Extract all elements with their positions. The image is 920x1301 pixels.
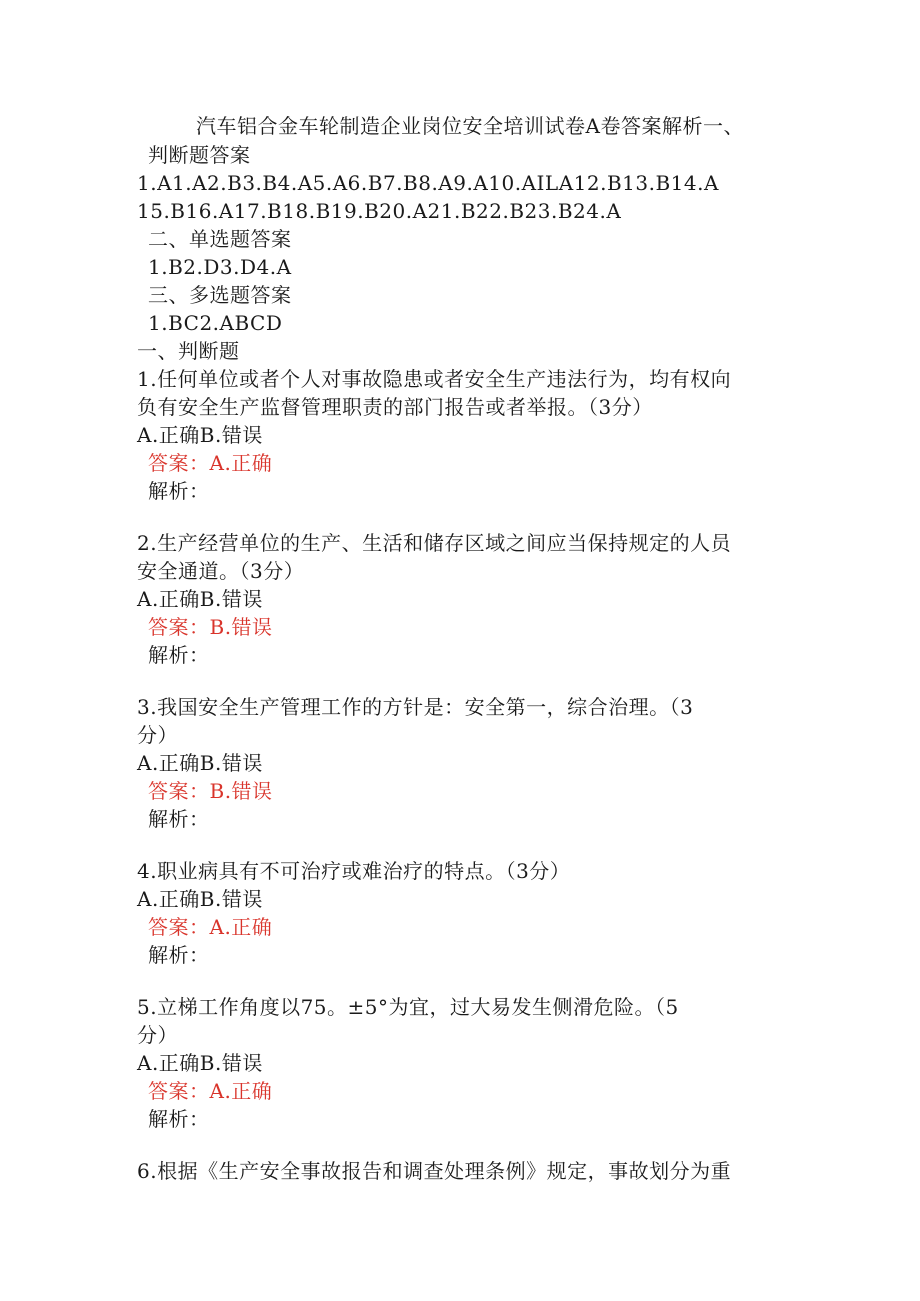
question-text: 3.我国安全生产管理工作的方针是：安全第一，综合治理。（3 [137,695,694,719]
question-text: 2.生产经营单位的生产、生活和储存区域之间应当保持规定的人员 [137,531,732,555]
question-options: A.正确B.错误 [137,887,263,911]
single-choice-heading: 二、单选题答案 [148,227,292,251]
document-title: 汽车铝合金车轮制造企业岗位安全培训试卷A卷答案解析一、 [196,114,744,138]
multi-choice-heading: 三、多选题答案 [148,283,292,307]
question-analysis: 解析： [148,943,210,967]
question-analysis: 解析： [148,807,210,831]
question-answer: 答案：A.正确 [148,1079,273,1103]
question-answer: 答案：B.错误 [148,615,273,639]
question-answer: 答案：A.正确 [148,451,273,475]
question-analysis: 解析： [148,1107,210,1131]
question-answer: 答案：B.错误 [148,779,273,803]
question-options: A.正确B.错误 [137,1051,263,1075]
section-heading: 一、判断题 [137,339,240,363]
question-text-continuation: 安全通道。（3分） [137,559,305,583]
question-text: 1.任何单位或者个人对事故隐患或者安全生产违法行为，均有权向 [137,367,732,391]
document-title-continuation: 判断题答案 [148,143,251,167]
question-options: A.正确B.错误 [137,587,263,611]
multi-choice-answers: 1.BC2.ABCD [148,311,283,335]
question-analysis: 解析： [148,643,210,667]
question-text: 4.职业病具有不可治疗或难治疗的特点。（3分） [137,859,571,883]
question-options: A.正确B.错误 [137,423,263,447]
question-options: A.正确B.错误 [137,751,263,775]
question-answer: 答案：A.正确 [148,915,273,939]
single-choice-answers: 1.B2.D3.D4.A [148,255,292,279]
question-analysis: 解析： [148,479,210,503]
question-text-continuation: 分） [137,723,178,747]
judge-answer-key-line-2: 15.B16.A17.B18.B19.B20.A21.B22.B23.B24.A [137,199,622,223]
judge-answer-key-line-1: 1.A1.A2.B3.B4.A5.A6.B7.B8.A9.A10.AILA12.B13.B14.A [137,171,719,195]
question-text: 5.立梯工作角度以75。±5°为宜，过大易发生侧滑危险。（5 [137,995,679,1019]
question-text-continuation: 分） [137,1023,178,1047]
question-text-continuation: 负有安全生产监督管理职责的部门报告或者举报。（3分） [137,395,653,419]
question-text: 6.根据《生产安全事故报告和调查处理条例》规定，事故划分为重 [137,1159,732,1183]
